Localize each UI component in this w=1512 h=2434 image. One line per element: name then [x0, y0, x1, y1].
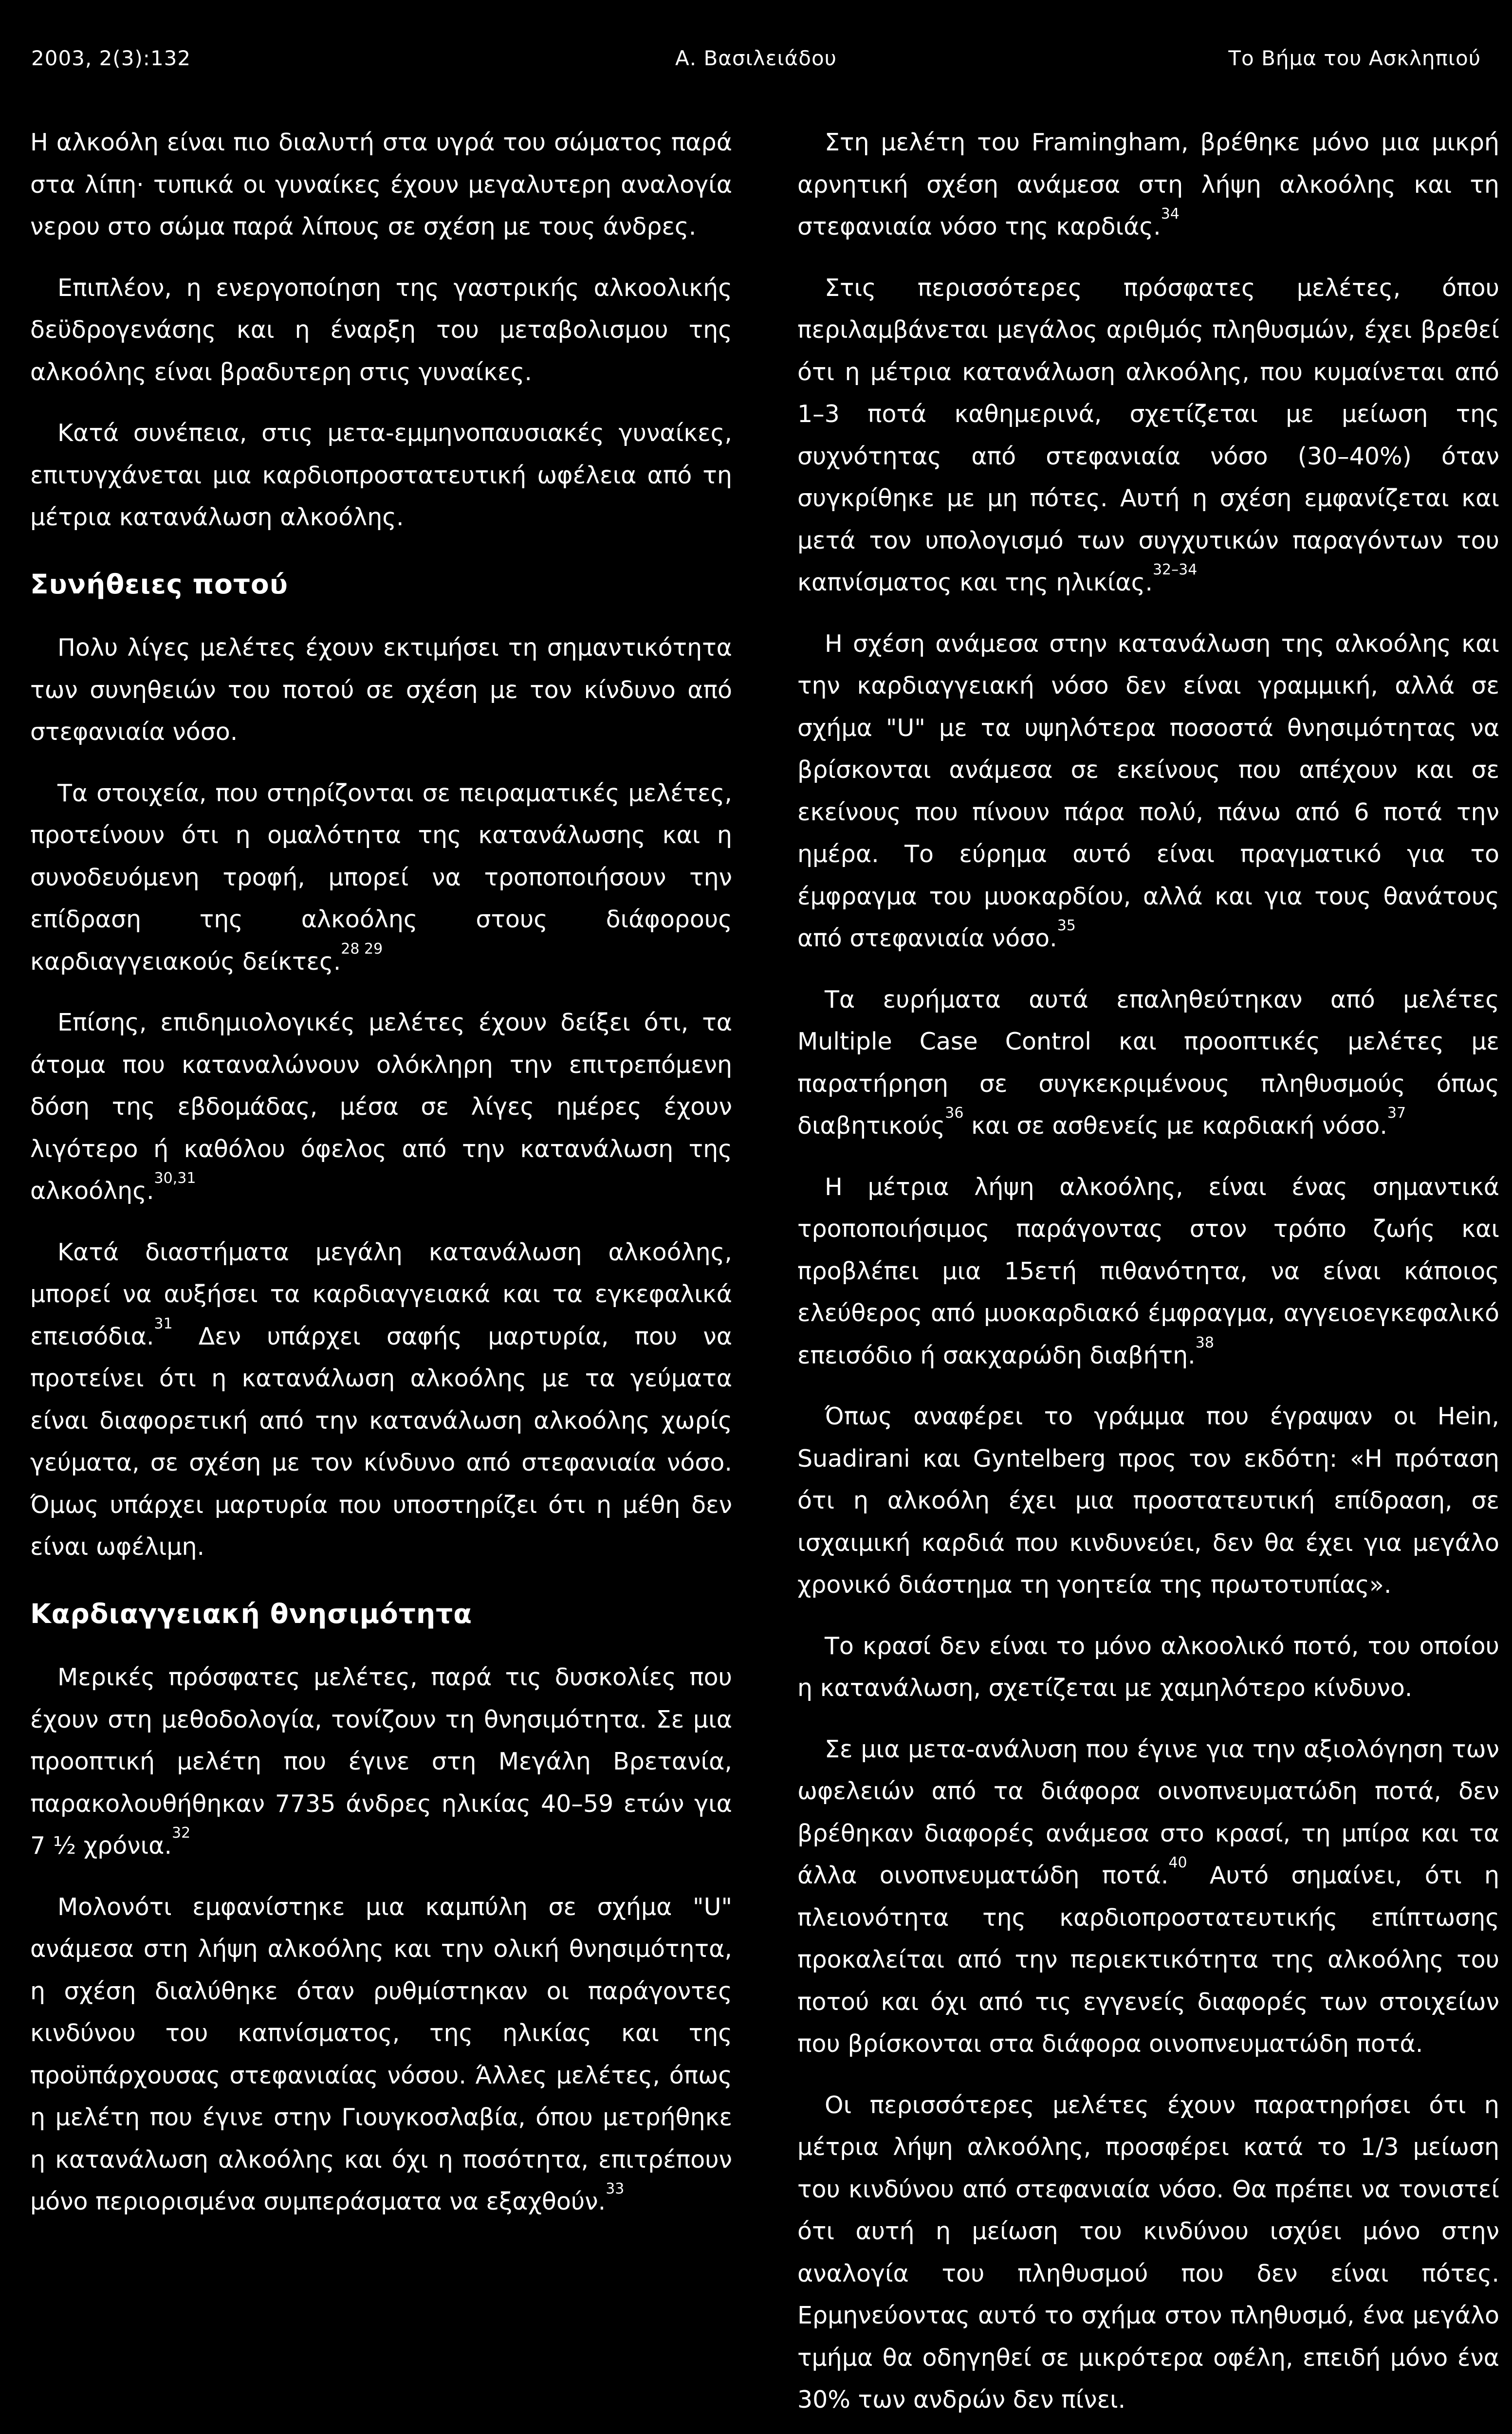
paragraph [797, 122, 1499, 248]
paragraph-text: Τα στοιχεία, που στηρίζονται σε πειραματικές μελέτες, προτείνουν ότι η ομαλότητα της κατανάλωσης και η συνοδευόμενη τροφή, μπορεί να τροποποιήσουν την επίδραση της αλκοόλης στους διάφορους καρδιαγγειακούς δείκτες. [30, 779, 732, 976]
reference-superscript: 37 [1387, 1105, 1406, 1122]
paragraph: Κατά συνέπεια, στις μετα-εμμηνοπαυσιακές γυναίκες, επιτυγχάνεται μια καρδιοπροστατευτική ωφέλεια από τη μέτρια κατανάλωση αλκοόλης. [30, 419, 732, 531]
paragraph-text: Μολονότι εμφανίστηκε μια καμπύλη σε σχήμα "U" ανάμεσα στη λήψη αλκοόλης και την ολική θνησιμότητα, η σχέση διαλύθηκε όταν ρυθμίστηκαν οι παράγοντες κινδύνου του καπνίσματος, της ηλικίας και της προϋπάρχουσας στεφανιαίας νόσου. Άλλες μελέτες, όπως η μελέτη που έγινε στην Γιουγκοσλαβία, όπου μετρήθηκε η κατανάλωση αλκοόλης και όχι η ποσότητα, επιτρέπουν μόνο περιορισμένα συμπεράσματα να εξαχθούν. [30, 1893, 732, 2215]
paragraph-text: Η σχέση ανάμεσα στην κατανάλωση της αλκοόλης και την καρδιαγγειακή νόσο δεν είναι γραμμική, αλλά σε σχήμα "U" με τα υψηλότερα ποσοστά θνησιμότητας να βρίσκονται ανάμεσα σε εκείνους που απέχουν και σε εκείνους που πίνουν πάρα πολύ, πάνω από 6 ποτά την ημέρα. Το εύρημα αυτό είναι πραγματικό για το έμφραγμα του μυοκαρδίου, αλλά και για τους θανάτους από στεφανιαία νόσο. [797, 629, 1499, 952]
left-column [30, 122, 732, 2242]
paragraph [797, 267, 1499, 604]
paragraph: Το κρασί δεν είναι το μόνο αλκοολικό ποτό, του οποίου η κατανάλωση, σχετίζεται με χαμηλότερο κίνδυνο. [797, 1632, 1499, 1702]
reference-superscript: 30,31 [154, 1170, 196, 1187]
paragraph-text: Μερικές πρόσφατες μελέτες, παρά τις δυσκολίες που έχουν στη μεθοδολογία, τονίζουν τη θνησιμότητα. Σε μια προοπτική μελέτη που έγινε στη Μεγάλη Βρετανία, παρακολουθήθηκαν 7735 άνδρες ηλικίας 40–59 ετών για 7 ½ χρόνια. [30, 1663, 732, 1860]
reference-superscript: 33 [606, 2180, 625, 2197]
reference-superscript: 38 [1195, 1334, 1214, 1351]
reference-superscript: 35 [1057, 917, 1076, 934]
paragraph-text: Σε μια μετα-ανάλυση που έγινε για την αξιολόγηση των ωφελειών από τα διάφορα οινοπνευματώδη ποτά, δεν βρέθηκαν διαφορές ανάμεσα στο κρασί, τη μπίρα και τα άλλα οινοπνευματώδη ποτά. [797, 1735, 1499, 1889]
paragraph-text: Στις περισσότερες πρόσφατες μελέτες, όπου περιλαμβάνεται μεγάλος αριθμός πληθυσμών, έχει βρεθεί ότι η μέτρια κατανάλωση αλκοόλης, που κυμαίνεται από 1–3 ποτά καθημερινά, σχετίζεται με μείωση της συχνότητας από στεφανιαία νόσο (30–40%) όταν συγκρίθηκε με μη πότες. Αυτή η σχέση εμφανίζεται και μετά τον υπολογισμό των συγχυτικών παραγόντων του καπνίσματος και της ηλικίας. [797, 274, 1499, 596]
reference-superscript: 32–34 [1152, 561, 1198, 578]
paragraph-text: Στη μελέτη του Framingham, βρέθηκε μόνο μια μικρή αρνητική σχέση ανάμεσα στη λήψη αλκοόλης και τη στεφανιαία νόσο της καρδιάς. [797, 129, 1499, 240]
reference-superscript: 31 [154, 1315, 173, 1332]
paragraph-text: Η μέτρια λήψη αλκοόλης, είναι ένας σημαντικά τροποποιήσιμος παράγοντας στον τρόπο ζωής και προβλέπει μια 15ετή πιθανότητα, να είναι κάποιος ελεύθερος από μυοκαρδιακό έμφραγμα, αγγειοεγκεφαλικό επεισόδιο ή σακχαρώδη διαβήτη. [797, 1173, 1499, 1369]
reference-superscript: 40 [1168, 1854, 1187, 1871]
paragraph [797, 1166, 1499, 1377]
right-column [797, 122, 1499, 2434]
paragraph: Πολυ λίγες μελέτες έχουν εκτιμήσει τη σημαντικότητα των συνηθειών του ποτού σε σχέση με τον κίνδυνο από στεφανιαία νόσο. [30, 634, 732, 746]
paragraph-text: Επίσης, επιδημιολογικές μελέτες έχουν δείξει ότι, τα άτομα που καταναλώνουν ολόκληρη την επιτρεπόμενη δόση της εβδομάδας, μέσα σε λίγες ημέρες έχουν λιγότερο ή καθόλου όφελος από την κατανάλωση της αλκοόλης. [30, 1009, 732, 1205]
paragraph: Επιπλέον, η ενεργοποίηση της γαστρικής αλκοολικής δεϋδρογενάσης και η έναρξη του μεταβολισμου της αλκοόλης είναι βραδυτερη στις γυναίκες. [30, 274, 732, 386]
reference-superscript: 36 [945, 1105, 964, 1122]
section-heading-drinking-habits: Συνήθειες ποτού [30, 568, 288, 600]
paragraph: Οι περισσότερες μελέτες έχουν παρατηρήσει ότι η μέτρια λήψη αλκοόλης, προσφέρει κατά το 1/3 μείωση του κινδύνου από στεφανιαία νόσο. Θα πρέπει να τονιστεί ότι αυτή η μείωση του κινδύνου ισχύει μόνο στην αναλογία του πληθυσμού που δεν είναι πότες. Ερμηνεύοντας αυτό το σχήμα στον πληθυσμό, ένα μεγάλο τμήμα θα οδηγηθεί σε μικρότερα οφέλη, επειδή μόνο ένα 30% των ανδρών δεν πίνει. [797, 2091, 1499, 2414]
paragraph-text: Δεν υπάρχει σαφής μαρτυρία, που να προτείνει ότι η κατανάλωση αλκοόλης με τα γεύματα είναι διαφορετική από την κατανάλωση αλκοόλης χωρίς γεύματα, σε σχέση με τον κίνδυνο από στεφανιαία νόσο. Όμως υπάρχει μαρτυρία που υποστηρίζει ότι η μέθη δεν είναι ωφέλιμη. [30, 1322, 732, 1561]
paragraph: Η αλκοόλη είναι πιο διαλυτή στα υγρά του σώματος παρά στα λίπη· τυπικά οι γυναίκες έχουν μεγαλυτερη αναλογία νερου στο σώμα παρά λίπους σε σχέση με τους άνδρες. [30, 129, 732, 240]
reference-superscript: 28 29 [341, 940, 383, 958]
paragraph [30, 1002, 732, 1213]
paragraph [30, 1886, 732, 2223]
paragraph-text: Αυτό σημαίνει, ότι η πλειονότητα της καρδιοπροστατευτικής επίπτωσης προκαλείται από την περιεκτικότητα της αλκοόλης του ποτού και όχι από τις εγγενείς διαφορές των στοιχείων που βρίσκονται στα διάφορα οινοπνευματώδη ποτά. [797, 1862, 1500, 2058]
paragraph-text: Κατά διαστήματα μεγάλη κατανάλωση αλκοόλης, μπορεί να αυξήσει τα καρδιαγγειακά και τα εγκεφαλικά επεισόδια. [30, 1238, 732, 1350]
paragraph-text: και σε ασθενείς με καρδιακή νόσο. [963, 1112, 1387, 1140]
reference-superscript: 34 [1161, 205, 1180, 222]
paragraph [30, 773, 732, 983]
paragraph: Όπως αναφέρει το γράμμα που έγραψαν οι Hein, Suadirani και Gyntelberg προς τον εκδότη: «Η πρόταση ότι η αλκοόλη έχει μια προστατευτική επίδραση, σε ισχαιμική καρδιά που κινδυνεύει, δεν θα έχει για μεγάλο χρονικό διάστημα τη γοητεία της πρωτοτυπίας». [797, 1402, 1499, 1599]
paragraph [30, 1232, 732, 1568]
paragraph [797, 1729, 1499, 2065]
section-heading-cardiovascular-mortality: Καρδιαγγειακή θνησιμότητα [30, 1598, 472, 1629]
issue-info: 2003, 2(3):132 [31, 46, 191, 70]
author-name: Α. Βασιλειάδου [675, 46, 837, 70]
paragraph [797, 979, 1499, 1147]
reference-superscript: 32 [172, 1825, 191, 1842]
paragraph-text: Τα ευρήματα αυτά επαληθεύτηκαν από μελέτες Multiple Case Control και προοπτικές μελέτες με παρατήρηση σε συγκεκριμένους πληθυσμούς όπως διαβητικούς [797, 985, 1499, 1140]
paragraph [30, 1657, 732, 1867]
paragraph [797, 623, 1499, 960]
page-header [0, 0, 1512, 122]
journal-title: Το Βήμα του Ασκληπιού [1228, 46, 1481, 70]
